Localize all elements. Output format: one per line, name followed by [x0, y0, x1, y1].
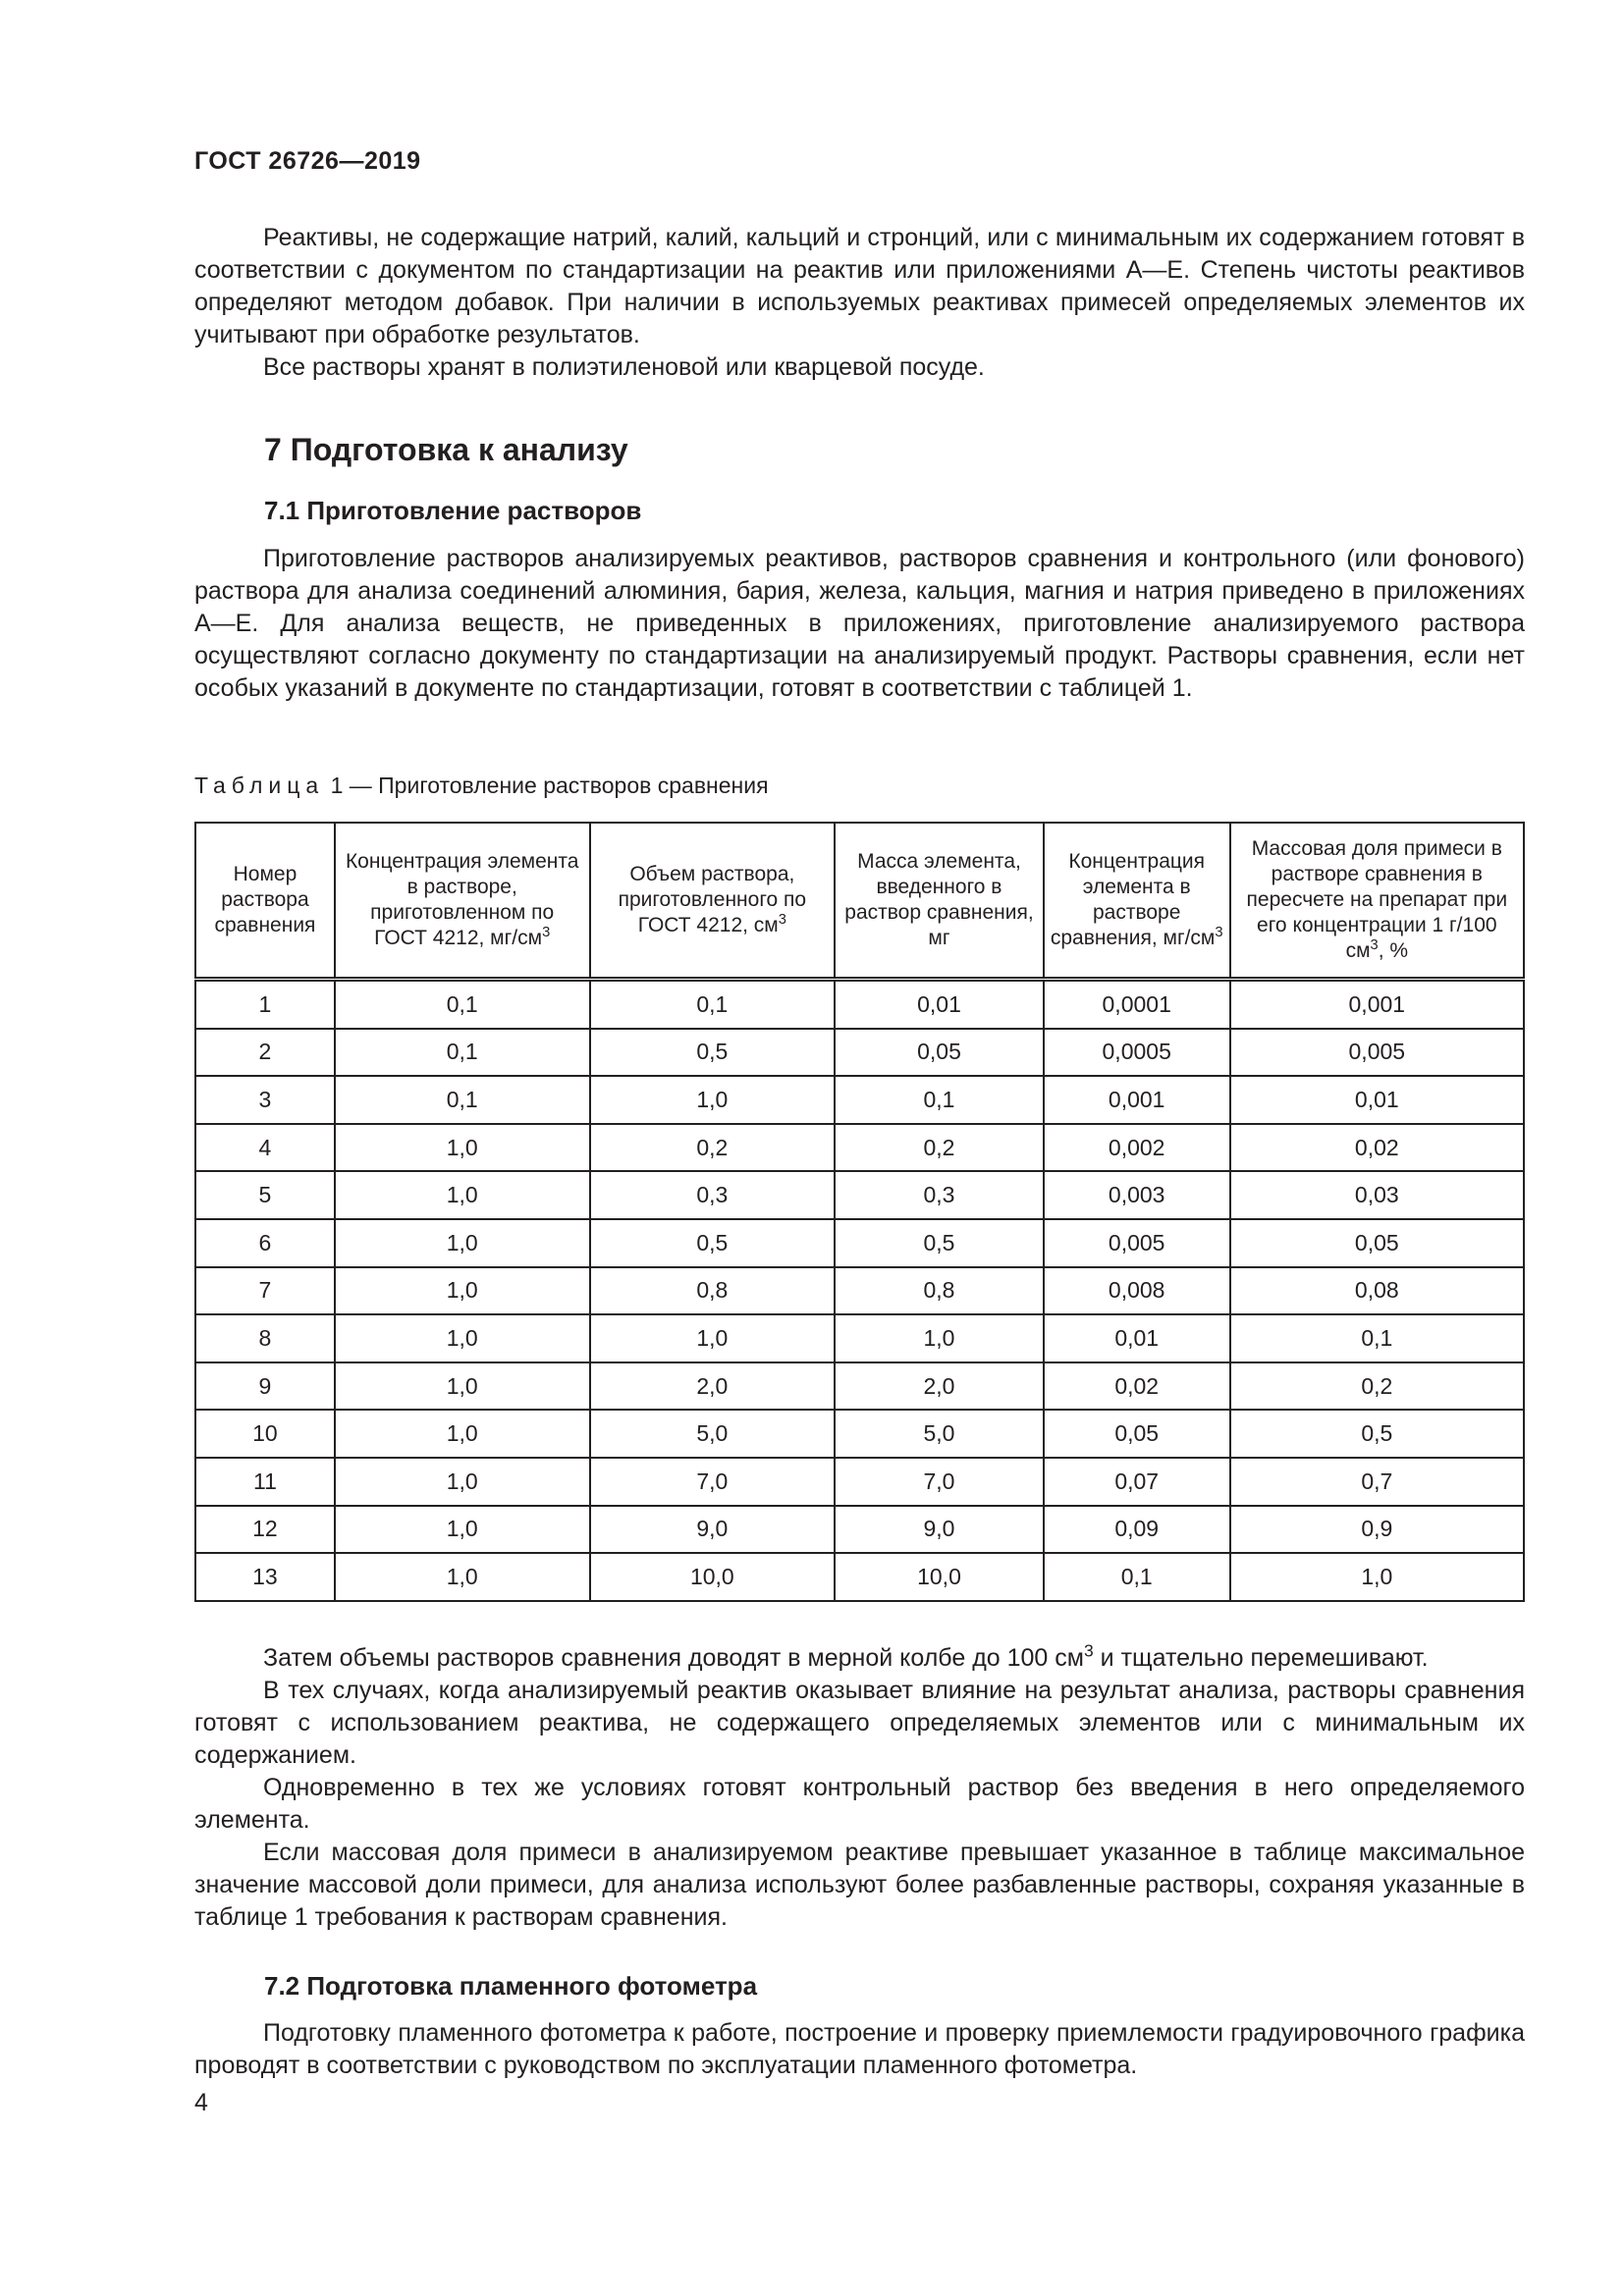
table-cell: 5,0: [835, 1410, 1044, 1458]
table-cell: 4: [195, 1124, 335, 1172]
table-row: [195, 1029, 1524, 1077]
table-cell: 0,1: [1044, 1553, 1230, 1601]
table-cell: 0,0001: [1044, 980, 1230, 1029]
table-row: [195, 980, 1524, 1029]
table-cell: 0,5: [590, 1029, 836, 1077]
table-cell: 9,0: [590, 1506, 836, 1554]
table-cell: 5,0: [590, 1410, 836, 1458]
table-caption-prefix: Таблица: [194, 773, 325, 798]
after-table-paragraph-4: Если массовая доля примеси в анализируемом реактиве превышает указанное в таблице максимальное значение массовой доли примеси, для анализа используют более разбавленные растворы, сохраняя указанные в таблице 1 требования к растворам сравнения.: [194, 1839, 1525, 1931]
header-element-mass: Масса элемента, введенного в раствор сравнения, мг: [835, 823, 1044, 980]
table-cell: 0,001: [1044, 1076, 1230, 1124]
section-7-1-title: 7.1 Приготовление растворов: [264, 496, 642, 525]
table-cell: 1: [195, 980, 335, 1029]
table-cell: 2,0: [590, 1362, 836, 1411]
table-row: [195, 1458, 1524, 1506]
table-cell: 0,05: [1044, 1410, 1230, 1458]
section-7-2-paragraph: Подготовку пламенного фотометра к работе, построение и проверку приемлемости градуировочного графика проводят в соответствии с руководством по эксплуатации пламенного фотометра.: [194, 2019, 1525, 2079]
section-7-1-body: [194, 543, 1525, 705]
table-row: [195, 1553, 1524, 1601]
table-cell: 10,0: [590, 1553, 836, 1601]
table-cell: 11: [195, 1458, 335, 1506]
table-row: [195, 1362, 1524, 1411]
table-cell: 0,3: [835, 1171, 1044, 1219]
table-cell: 0,05: [835, 1029, 1044, 1077]
table-cell: 6: [195, 1219, 335, 1267]
table-cell: 7,0: [590, 1458, 836, 1506]
table-cell: 0,5: [590, 1219, 836, 1267]
table-cell: 0,08: [1230, 1267, 1524, 1315]
table-cell: 0,005: [1230, 1029, 1524, 1077]
after-table-paragraph-3: Одновременно в тех же условиях готовят контрольный раствор без введения в него определяемого элемента.: [194, 1774, 1525, 1834]
section-7-1-paragraph: Приготовление растворов анализируемых реактивов, растворов сравнения и контрольного (или фонового) раствора для анализа соединений алюминия, бария, железа, кальция, магния и натрия приведено в приложениях А—Е. Для анализа веществ, не приведенных в приложениях, приготовление анализируемого раствора осуществляют согласно документу по стандартизации на анализируемый продукт. Растворы сравнения, если нет особых указаний в документе по стандартизации, готовят в соответствии с таблицей 1.: [194, 545, 1525, 702]
table-cell: 0,8: [835, 1267, 1044, 1315]
table-cell: 1,0: [335, 1171, 590, 1219]
table-cell: 1,0: [335, 1314, 590, 1362]
table-cell: 0,07: [1044, 1458, 1230, 1506]
table-cell: 1,0: [335, 1124, 590, 1172]
table-cell: 7,0: [835, 1458, 1044, 1506]
table-caption-text: 1 — Приготовление растворов сравнения: [330, 773, 769, 798]
table-cell: 0,1: [1230, 1314, 1524, 1362]
table-cell: 0,09: [1044, 1506, 1230, 1554]
table-cell: 9,0: [835, 1506, 1044, 1554]
table-cell: 0,01: [1230, 1076, 1524, 1124]
table-cell: 5: [195, 1171, 335, 1219]
intro-paragraph-2: Все растворы хранят в полиэтиленовой или кварцевой посуде.: [263, 353, 985, 381]
header-solution-number: Номер раствора сравнения: [195, 823, 335, 980]
table-cell: 0,2: [835, 1124, 1044, 1172]
table-cell: 0,1: [335, 980, 590, 1029]
table-cell: 2,0: [835, 1362, 1044, 1411]
table-cell: 1,0: [1230, 1553, 1524, 1601]
table-cell: 10,0: [835, 1553, 1044, 1601]
header-stock-volume: Объем раствора, приготовленного по ГОСТ 4212, $см^3$: [590, 823, 836, 980]
table-row: [195, 1124, 1524, 1172]
after-table-paragraph-1: Затем объемы растворов сравнения доводят в мерной колбе до 100 $см^3$ и тщательно перемешивают.: [263, 1640, 1429, 1672]
table-row: [195, 1506, 1524, 1554]
table-cell: 1,0: [335, 1219, 590, 1267]
intro-section: [194, 222, 1525, 384]
table-row: [195, 1219, 1524, 1267]
table-cell: 1,0: [335, 1267, 590, 1315]
document-header: ГОСТ 26726—2019: [194, 147, 421, 175]
table-cell: 1,0: [835, 1314, 1044, 1362]
table-cell: 0,2: [1230, 1362, 1524, 1411]
table-cell: 0,8: [590, 1267, 836, 1315]
table-cell: 8: [195, 1314, 335, 1362]
table-cell: 0,3: [590, 1171, 836, 1219]
table-cell: 0,008: [1044, 1267, 1230, 1315]
table-cell: 0,02: [1044, 1362, 1230, 1411]
table-cell: 0,7: [1230, 1458, 1524, 1506]
table-cell: 0,5: [835, 1219, 1044, 1267]
table-cell: 9: [195, 1362, 335, 1411]
table-cell: 0,01: [1044, 1314, 1230, 1362]
table-cell: 0,005: [1044, 1219, 1230, 1267]
table-cell: 12: [195, 1506, 335, 1554]
table-row: [195, 1267, 1524, 1315]
section-7-2-body: [194, 2017, 1525, 2082]
table-cell: 7: [195, 1267, 335, 1315]
table-cell: 1,0: [335, 1362, 590, 1411]
intro-paragraph-1: Реактивы, не содержащие натрий, калий, кальций и стронций, или с минимальным их содержанием готовят в соответствии с документом по стандартизации на реактив или приложениями А—Е. Степень чистоты реактивов определяют методом добавок. При наличии в используемых реактивах примесей определяемых элементов их учитывают при обработке результатов.: [194, 224, 1525, 348]
table-row: [195, 1410, 1524, 1458]
table-cell: 0,003: [1044, 1171, 1230, 1219]
section-7-2-title: 7.2 Подготовка пламенного фотометра: [264, 1971, 758, 2001]
page-number: 4: [194, 2089, 208, 2116]
table-row: [195, 1171, 1524, 1219]
table-cell: 0,05: [1230, 1219, 1524, 1267]
table-cell: 1,0: [590, 1314, 836, 1362]
after-table-paragraph-2: В тех случаях, когда анализируемый реактив оказывает влияние на результат анализа, растворы сравнения готовят с использованием реактива, не содержащего определяемых элементов или с минимальным их содержанием.: [194, 1677, 1525, 1769]
table-cell: 1,0: [335, 1553, 590, 1601]
reference-solutions-table: [194, 822, 1525, 1602]
table-cell: 2: [195, 1029, 335, 1077]
table-cell: 0,5: [1230, 1410, 1524, 1458]
table-cell: 1,0: [590, 1076, 836, 1124]
header-stock-concentration: Концентрация элемента в растворе, приготовленном по ГОСТ 4212, $мг/см^3$: [335, 823, 590, 980]
table-cell: 3: [195, 1076, 335, 1124]
table-cell: 0,002: [1044, 1124, 1230, 1172]
table-cell: 0,01: [835, 980, 1044, 1029]
table-cell: 0,1: [335, 1076, 590, 1124]
header-impurity-fraction: Массовая доля примеси в растворе сравнения в пересчете на препарат при его концентрации 1 г/100 $см^3$, %: [1230, 823, 1524, 980]
table-header-row: [195, 823, 1524, 980]
table-cell: 0,001: [1230, 980, 1524, 1029]
table-cell: 0,02: [1230, 1124, 1524, 1172]
table-cell: 0,9: [1230, 1506, 1524, 1554]
table-cell: 0,2: [590, 1124, 836, 1172]
table-cell: 13: [195, 1553, 335, 1601]
after-table-section: [194, 1642, 1525, 1934]
table-cell: 0,0005: [1044, 1029, 1230, 1077]
table-cell: 1,0: [335, 1458, 590, 1506]
table-caption: [194, 773, 769, 799]
table-row: [195, 1076, 1524, 1124]
table-cell: 1,0: [335, 1506, 590, 1554]
table-cell: 1,0: [335, 1410, 590, 1458]
table-cell: 0,1: [590, 980, 836, 1029]
table-cell: 0,03: [1230, 1171, 1524, 1219]
table-cell: 0,1: [835, 1076, 1044, 1124]
section-7-title: 7 Подготовка к анализу: [264, 432, 628, 467]
table-cell: 0,1: [335, 1029, 590, 1077]
table-cell: 10: [195, 1410, 335, 1458]
table-row: [195, 1314, 1524, 1362]
header-reference-concentration: Концентрация элемента в растворе сравнения, $мг/см^3$: [1044, 823, 1230, 980]
